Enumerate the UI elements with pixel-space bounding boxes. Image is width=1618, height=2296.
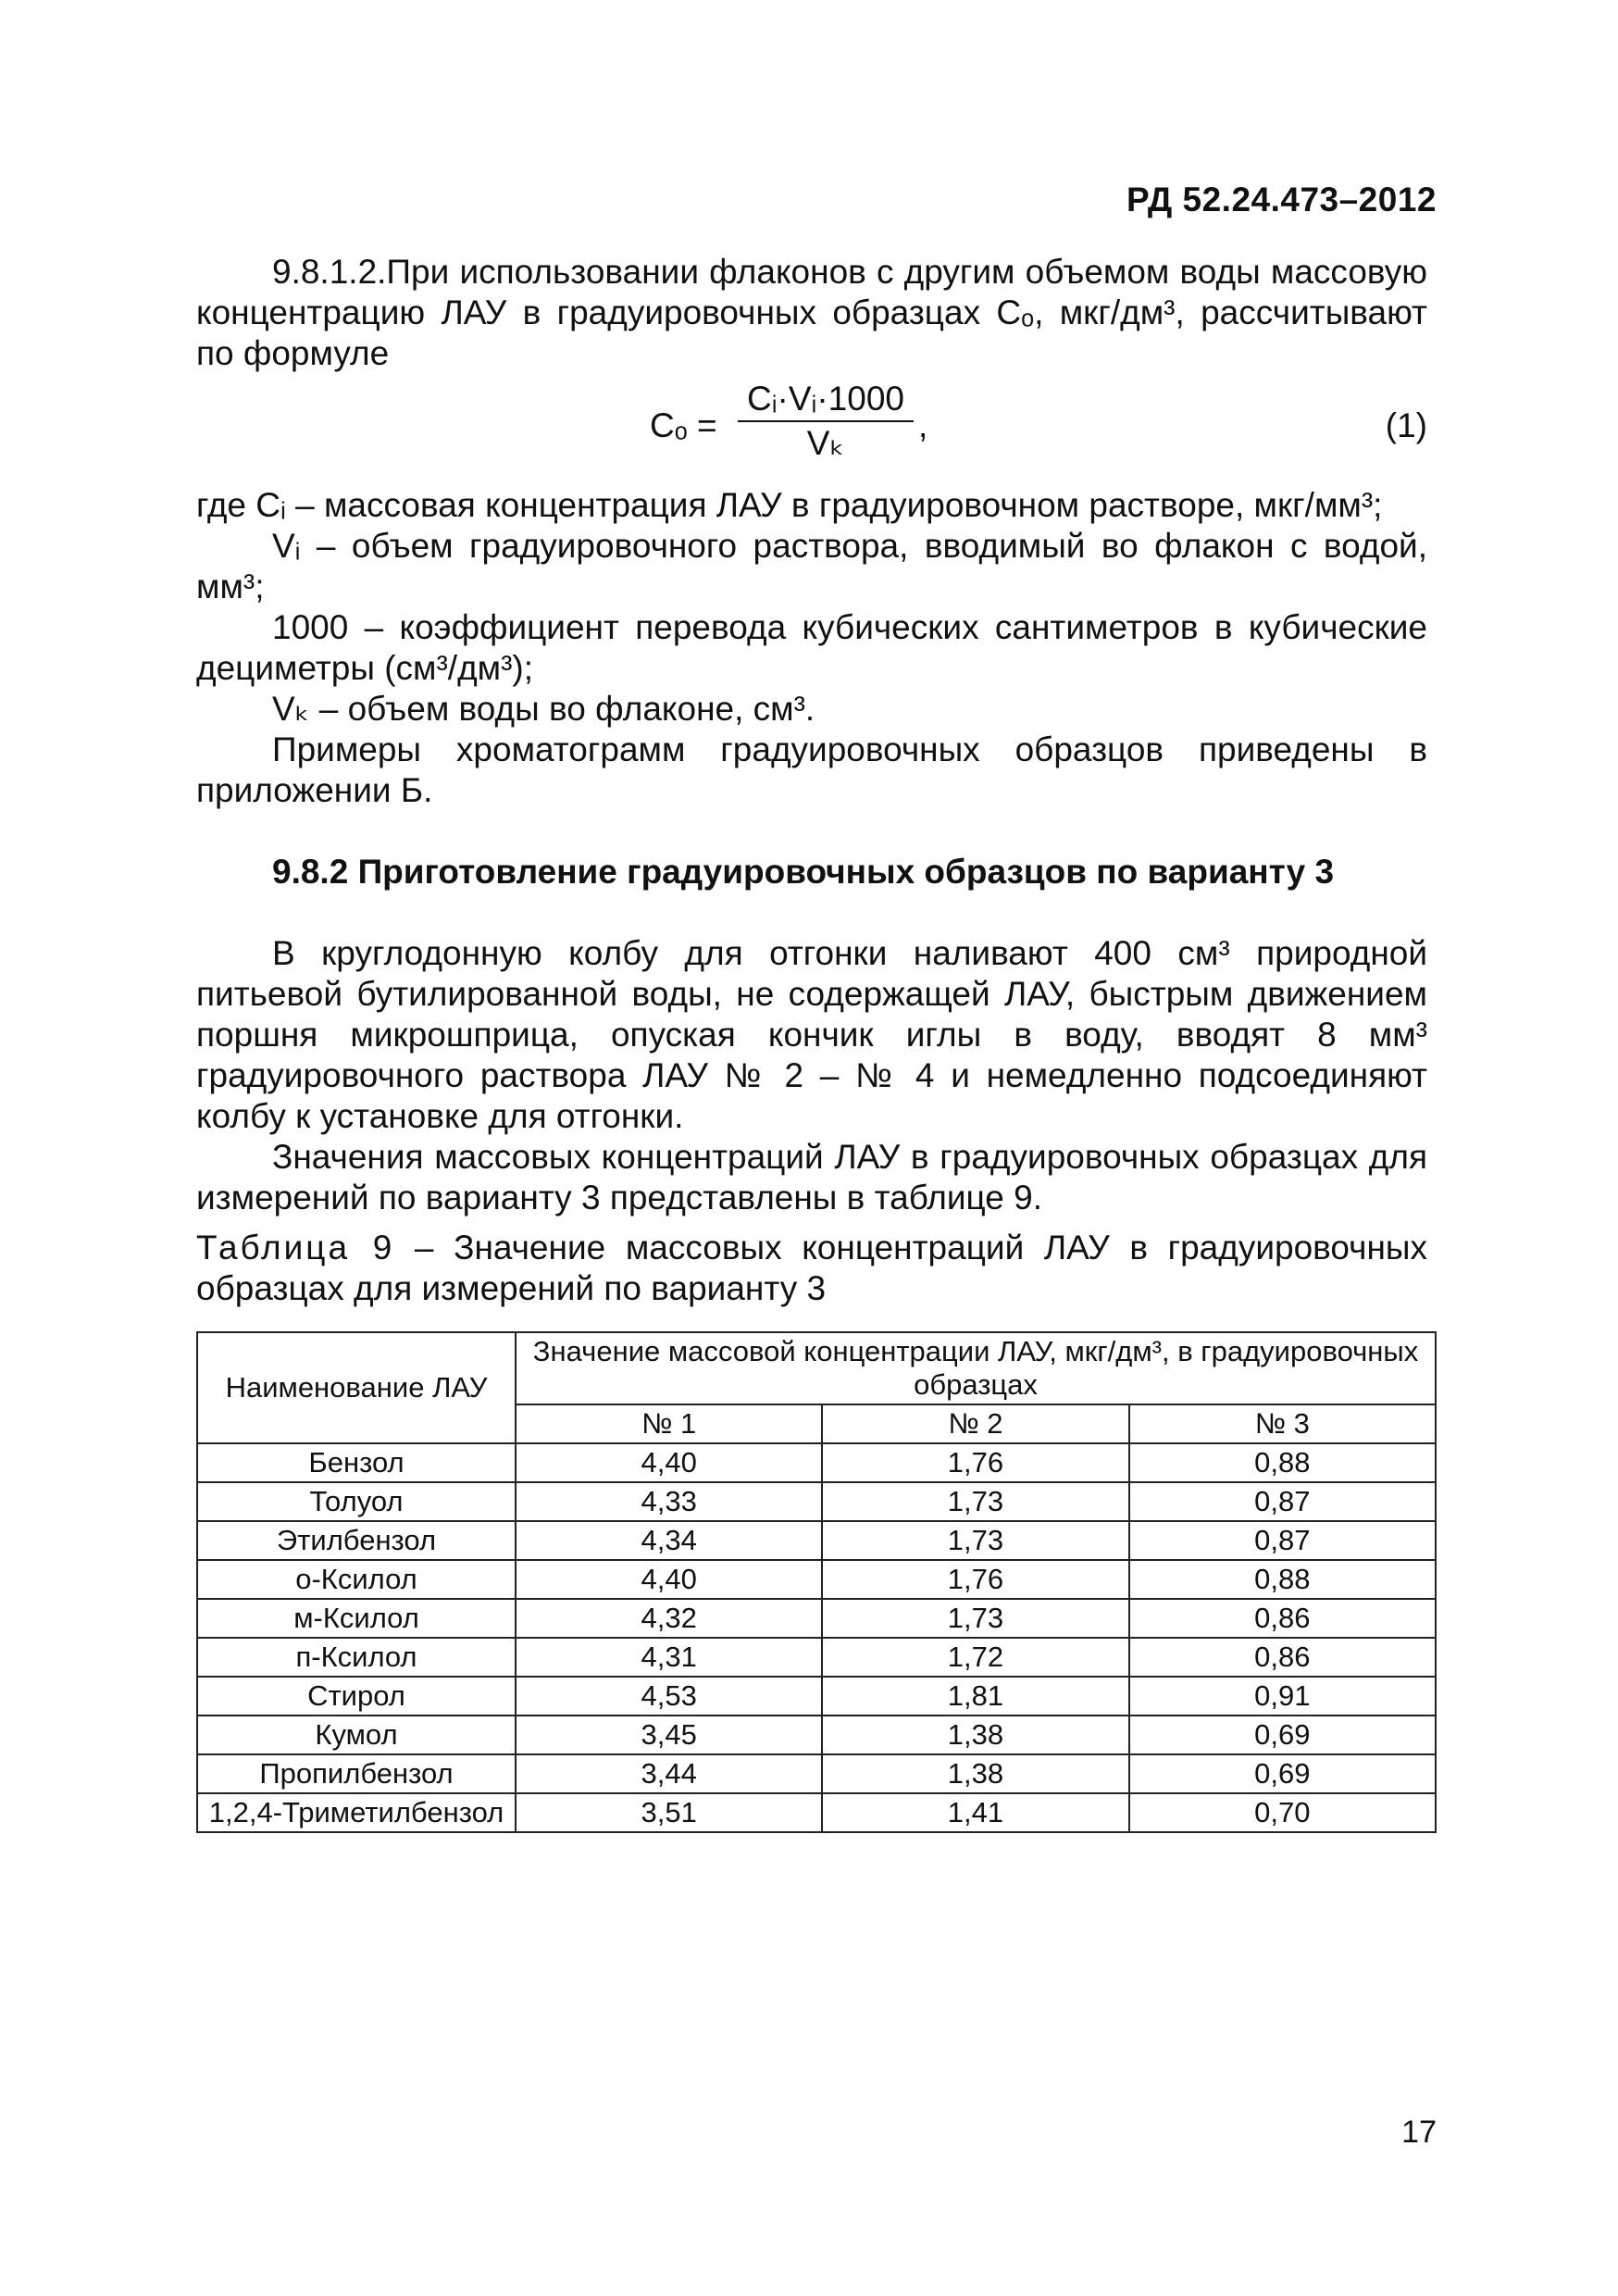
cell-value: 4,53: [516, 1677, 822, 1716]
cell-value: 1,38: [822, 1716, 1128, 1754]
formula-1: [196, 378, 1427, 480]
paragraph-procedure: В круглодонную колбу для отгонки наливают 400 см³ природной питьевой бутилированной воды, не содержащей ЛАУ, быстрым движением поршня микрошприца, опуская кончик иглы в воду, вводят 8 мм³ градуировочного раствора ЛАУ № 2 – № 4 и немедленно подсоединяют колбу к установке для отгонки.: [196, 934, 1427, 1135]
page-number: 17: [1401, 2115, 1437, 2150]
table-row: [197, 1599, 1436, 1638]
formula-numerator: Cᵢ·Vᵢ·1000: [738, 378, 914, 422]
paragraph-formula-intro: 9.8.1.2.При использовании флаконов с другим объемом воды массовую концентрацию ЛАУ в градуировочных образцах Cₒ, мкг/дм³, рассчитывают по формуле: [196, 253, 1427, 372]
cell-value: 0,69: [1129, 1754, 1436, 1793]
formula-lhs: Cₒ =: [650, 406, 717, 444]
header-sample-2: № 2: [822, 1404, 1128, 1443]
cell-name: п-Ксилол: [197, 1638, 516, 1677]
formula-number: (1): [1385, 406, 1427, 444]
cell-name: Толуол: [197, 1482, 516, 1521]
cell-value: 0,87: [1129, 1521, 1436, 1560]
cell-value: 0,87: [1129, 1482, 1436, 1521]
table-row: [197, 1638, 1436, 1677]
table-row: [197, 1521, 1436, 1560]
section-heading: 9.8.2 Приготовление градуировочных образцов по варианту 3: [272, 853, 1335, 891]
cell-value: 1,73: [822, 1482, 1128, 1521]
definition-vi: Vᵢ – объем градуировочного раствора, вводимый во флакон с водой, мм³;: [196, 527, 1427, 605]
formula-comma: ,: [918, 406, 928, 444]
table-row: [197, 1482, 1436, 1521]
table-row: [197, 1677, 1436, 1716]
paragraph-examples: Примеры хроматограмм градуировочных образцов приведены в приложении Б.: [196, 730, 1427, 809]
table-caption-lead: Таблица 9: [196, 1229, 395, 1267]
cell-value: 0,86: [1129, 1599, 1436, 1638]
definition-ci: где Cᵢ – массовая концентрация ЛАУ в градуировочном растворе, мкг/мм³;: [196, 486, 1383, 524]
page-content: [196, 252, 1427, 1833]
table-row: [197, 1560, 1436, 1599]
cell-name: Пропилбензол: [197, 1754, 516, 1793]
table-row: [197, 1443, 1436, 1482]
cell-value: 0,70: [1129, 1793, 1436, 1832]
cell-value: 1,76: [822, 1443, 1128, 1482]
cell-value: 0,88: [1129, 1443, 1436, 1482]
cell-name: 1,2,4-Триметилбензол: [197, 1793, 516, 1832]
cell-value: 4,31: [516, 1638, 822, 1677]
cell-value: 4,34: [516, 1521, 822, 1560]
table-row: [197, 1716, 1436, 1754]
cell-value: 1,38: [822, 1754, 1128, 1793]
cell-value: 3,45: [516, 1716, 822, 1754]
table-caption: [196, 1228, 1427, 1309]
cell-name: о-Ксилол: [197, 1560, 516, 1599]
cell-value: 1,81: [822, 1677, 1128, 1716]
definition-vk: Vₖ – объем воды во флаконе, см³.: [272, 690, 815, 728]
concentration-table: [196, 1331, 1437, 1833]
cell-value: 3,51: [516, 1793, 822, 1832]
formula-denominator: Vₖ: [806, 424, 845, 462]
table-row: [197, 1754, 1436, 1793]
definition-1000: 1000 – коэффициент перевода кубических сантиметров в кубические дециметры (см³/дм³);: [196, 608, 1427, 687]
formula-body: [650, 378, 1131, 480]
cell-value: 1,73: [822, 1599, 1128, 1638]
cell-value: 0,86: [1129, 1638, 1436, 1677]
cell-name: Бензол: [197, 1443, 516, 1482]
cell-value: 1,76: [822, 1560, 1128, 1599]
header-sample-3: № 3: [1129, 1404, 1436, 1443]
cell-name: Кумол: [197, 1716, 516, 1754]
cell-name: м-Ксилол: [197, 1599, 516, 1638]
cell-value: 1,73: [822, 1521, 1128, 1560]
formula-fraction: [738, 378, 914, 465]
cell-name: Стирол: [197, 1677, 516, 1716]
cell-value: 0,91: [1129, 1677, 1436, 1716]
cell-value: 3,44: [516, 1754, 822, 1793]
cell-value: 4,33: [516, 1482, 822, 1521]
document-code: РД 52.24.473–2012: [1126, 181, 1437, 218]
paragraph-values: Значения массовых концентраций ЛАУ в градуировочных образцах для измерений по варианту 3 представлены в таблице 9.: [196, 1138, 1427, 1217]
table-caption-text: – Значение массовых концентраций ЛАУ в градуировочных образцах для измерений по варианту 3: [196, 1229, 1427, 1307]
header-group: Значение массовой концентрации ЛАУ, мкг/дм³, в градуировочных образцах: [516, 1332, 1436, 1404]
cell-value: 1,41: [822, 1793, 1128, 1832]
header-name: Наименование ЛАУ: [197, 1332, 516, 1443]
table-row: [197, 1793, 1436, 1832]
cell-value: 4,40: [516, 1443, 822, 1482]
cell-value: 0,88: [1129, 1560, 1436, 1599]
cell-value: 0,69: [1129, 1716, 1436, 1754]
cell-name: Этилбензол: [197, 1521, 516, 1560]
cell-value: 4,40: [516, 1560, 822, 1599]
header-sample-1: № 1: [516, 1404, 822, 1443]
cell-value: 4,32: [516, 1599, 822, 1638]
cell-value: 1,72: [822, 1638, 1128, 1677]
